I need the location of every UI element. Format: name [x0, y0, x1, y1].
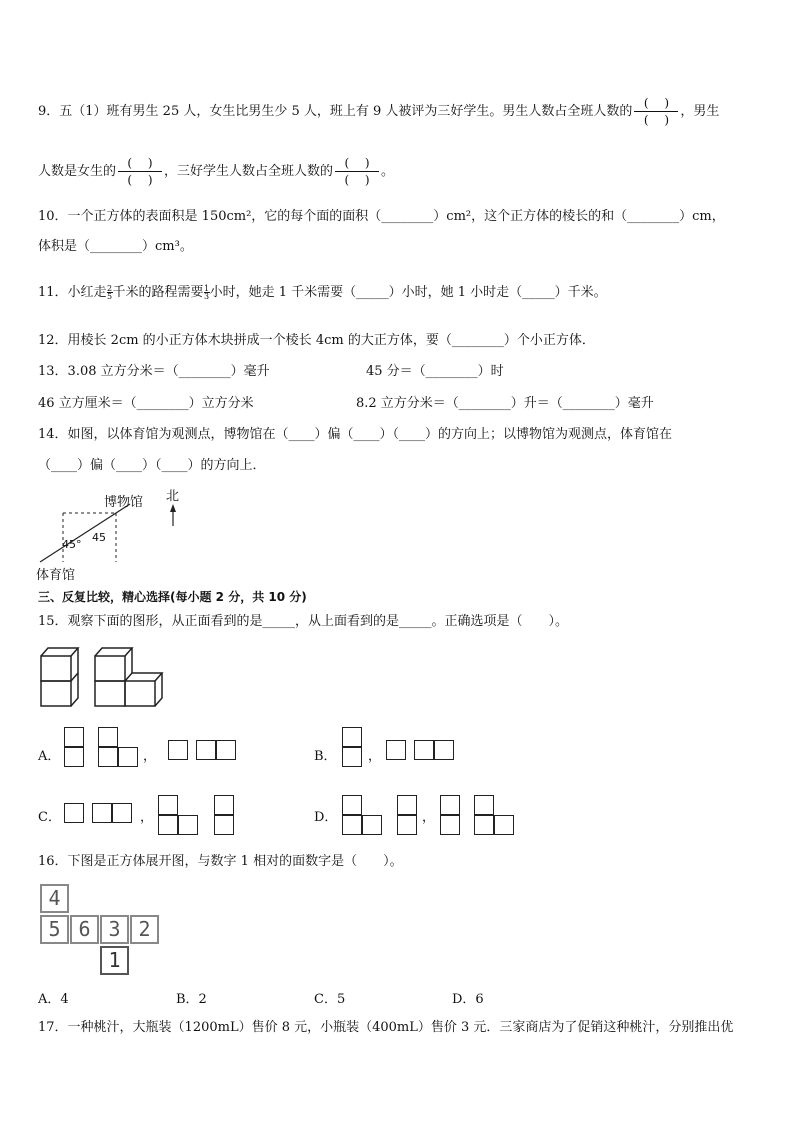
q9-text-5: 。 [381, 164, 395, 179]
q9-text-4: ，三好学生人数占全班人数的 [164, 164, 334, 179]
angle-45-gym: 45° [62, 538, 82, 551]
cube-solids-figure [38, 644, 168, 714]
q9-text-1: 9．五（1）班有男生 25 人，女生比男生少 5 人，班上有 9 人被评为三好学生。男生人数占全班人数的 [38, 104, 633, 119]
option-d-cell [440, 795, 460, 815]
q13-a: 13．3.08 立方分米＝（________）毫升 [38, 364, 270, 379]
option-c-cell [64, 803, 84, 823]
net-face: 1 [100, 946, 129, 975]
direction-diagram [30, 486, 200, 582]
option-d-comma: ， [422, 810, 436, 825]
option-b-label[interactable]: B． [314, 749, 337, 764]
q11-fraction-1: $\frac{2}{5}$ [107, 284, 113, 301]
q9-text-2: ，男生 [680, 104, 720, 119]
q13-b: 45 分＝（________）时 [366, 364, 504, 379]
option-a-cell [64, 727, 84, 747]
q14-line1: 14．如图，以体育馆为观测点，博物馆在（____）偏（____）（____）的方向上；以博物馆为观测点，体育馆在 [38, 427, 673, 442]
q16-line: 16．下图是正方体展开图，与数字 1 相对的面数字是（ ）。 [38, 854, 403, 869]
q16-option-d[interactable]: D．6 [452, 992, 484, 1007]
net-face: 5 [40, 915, 69, 944]
option-c-cell [214, 815, 234, 835]
q11-text-1: 11．小红走 [38, 285, 107, 300]
option-a-cell [168, 740, 188, 760]
fraction-blank-3[interactable]: $\frac{( )}{( )}$ [335, 156, 379, 187]
angle-45-museum: 45 [92, 531, 106, 544]
q15-line: 15．观察下面的图形，从正面看到的是_____，从上面看到的是_____。正确选项是（ ）。 [38, 614, 569, 629]
option-c-comma: ， [140, 810, 154, 825]
q10-line1: 10．一个正方体的表面积是 150cm²，它的每个面的面积（________）cm²，这个正方体的棱长的和（________）cm， [38, 209, 725, 224]
option-d-cell [474, 795, 494, 815]
option-c-cell [92, 803, 112, 823]
option-a-cell [98, 727, 118, 747]
option-b-cell [342, 747, 362, 767]
option-d-cell [494, 815, 514, 835]
gym-label: 体育馆 [36, 568, 76, 582]
option-a-cell [98, 747, 118, 767]
option-a-comma: ， [143, 749, 157, 764]
section-3-heading: 三、反复比较，精心选择(每小题 2 分，共 10 分) [38, 590, 307, 604]
q16-option-c[interactable]: C．5 [314, 992, 346, 1007]
option-b-comma: ， [368, 749, 382, 764]
q16-option-a[interactable]: A．4 [38, 992, 69, 1007]
q16-option-b[interactable]: B．2 [176, 992, 207, 1007]
option-b-cell [386, 740, 406, 760]
option-c-cell [158, 815, 178, 835]
option-b-cell [342, 727, 362, 747]
q11-line [38, 284, 607, 302]
q13-d: 8.2 立方分米＝（________）升＝（________）毫升 [356, 396, 654, 411]
option-d-cell [342, 815, 362, 835]
fraction-blank-2[interactable]: $\frac{( )}{( )}$ [118, 156, 162, 187]
q17-line: 17．一种桃汁，大瓶装（1200mL）售价 8 元，小瓶装（400mL）售价 3 元．三家商店为了促销这种桃汁，分别推出优 [38, 1020, 734, 1035]
q11-text-2: 千米的路程需要 [112, 285, 204, 300]
option-c-cell [214, 795, 234, 815]
q11-fraction-2: $\frac{1}{3}$ [204, 284, 210, 301]
q10-line2: 体积是（________）cm³。 [38, 239, 193, 254]
option-a-cell [196, 740, 216, 760]
option-c-cell [158, 795, 178, 815]
option-c-cell [112, 803, 132, 823]
option-d-cell [397, 795, 417, 815]
net-face: 4 [40, 884, 69, 913]
option-d-cell [342, 795, 362, 815]
museum-label: 博物馆 [104, 495, 144, 510]
net-face: 2 [130, 915, 159, 944]
option-d-label[interactable]: D． [314, 810, 338, 825]
option-d-cell [362, 815, 382, 835]
q9-line2 [38, 156, 394, 187]
q11-text-3: 小时，她走 1 千米需要（_____）小时，她 1 小时走（_____）千米。 [209, 285, 607, 300]
option-d-cell [397, 815, 417, 835]
fraction-blank-1[interactable]: $\frac{( )}{( )}$ [634, 96, 678, 127]
option-a-label[interactable]: A． [38, 749, 61, 764]
net-face: 6 [70, 915, 99, 944]
option-c-cell [178, 815, 198, 835]
q9-line1 [38, 96, 719, 127]
q14-line2: （____）偏（____）（____）的方向上． [38, 458, 266, 473]
option-a-cell [118, 747, 138, 767]
option-d-cell [474, 815, 494, 835]
option-a-cell [64, 747, 84, 767]
option-b-cell [434, 740, 454, 760]
option-b-cell [414, 740, 434, 760]
q13-c: 46 立方厘米＝（________）立方分米 [38, 396, 254, 411]
q12-line: 12．用棱长 2cm 的小正方体木块拼成一个棱长 4cm 的大正方体，要（________）个小正方体． [38, 333, 595, 348]
option-c-label[interactable]: C． [38, 810, 61, 825]
option-d-cell [440, 815, 460, 835]
q9-text-3: 人数是女生的 [38, 164, 117, 179]
option-a-cell [216, 740, 236, 760]
north-label: 北 [166, 489, 180, 504]
net-face: 3 [100, 915, 129, 944]
